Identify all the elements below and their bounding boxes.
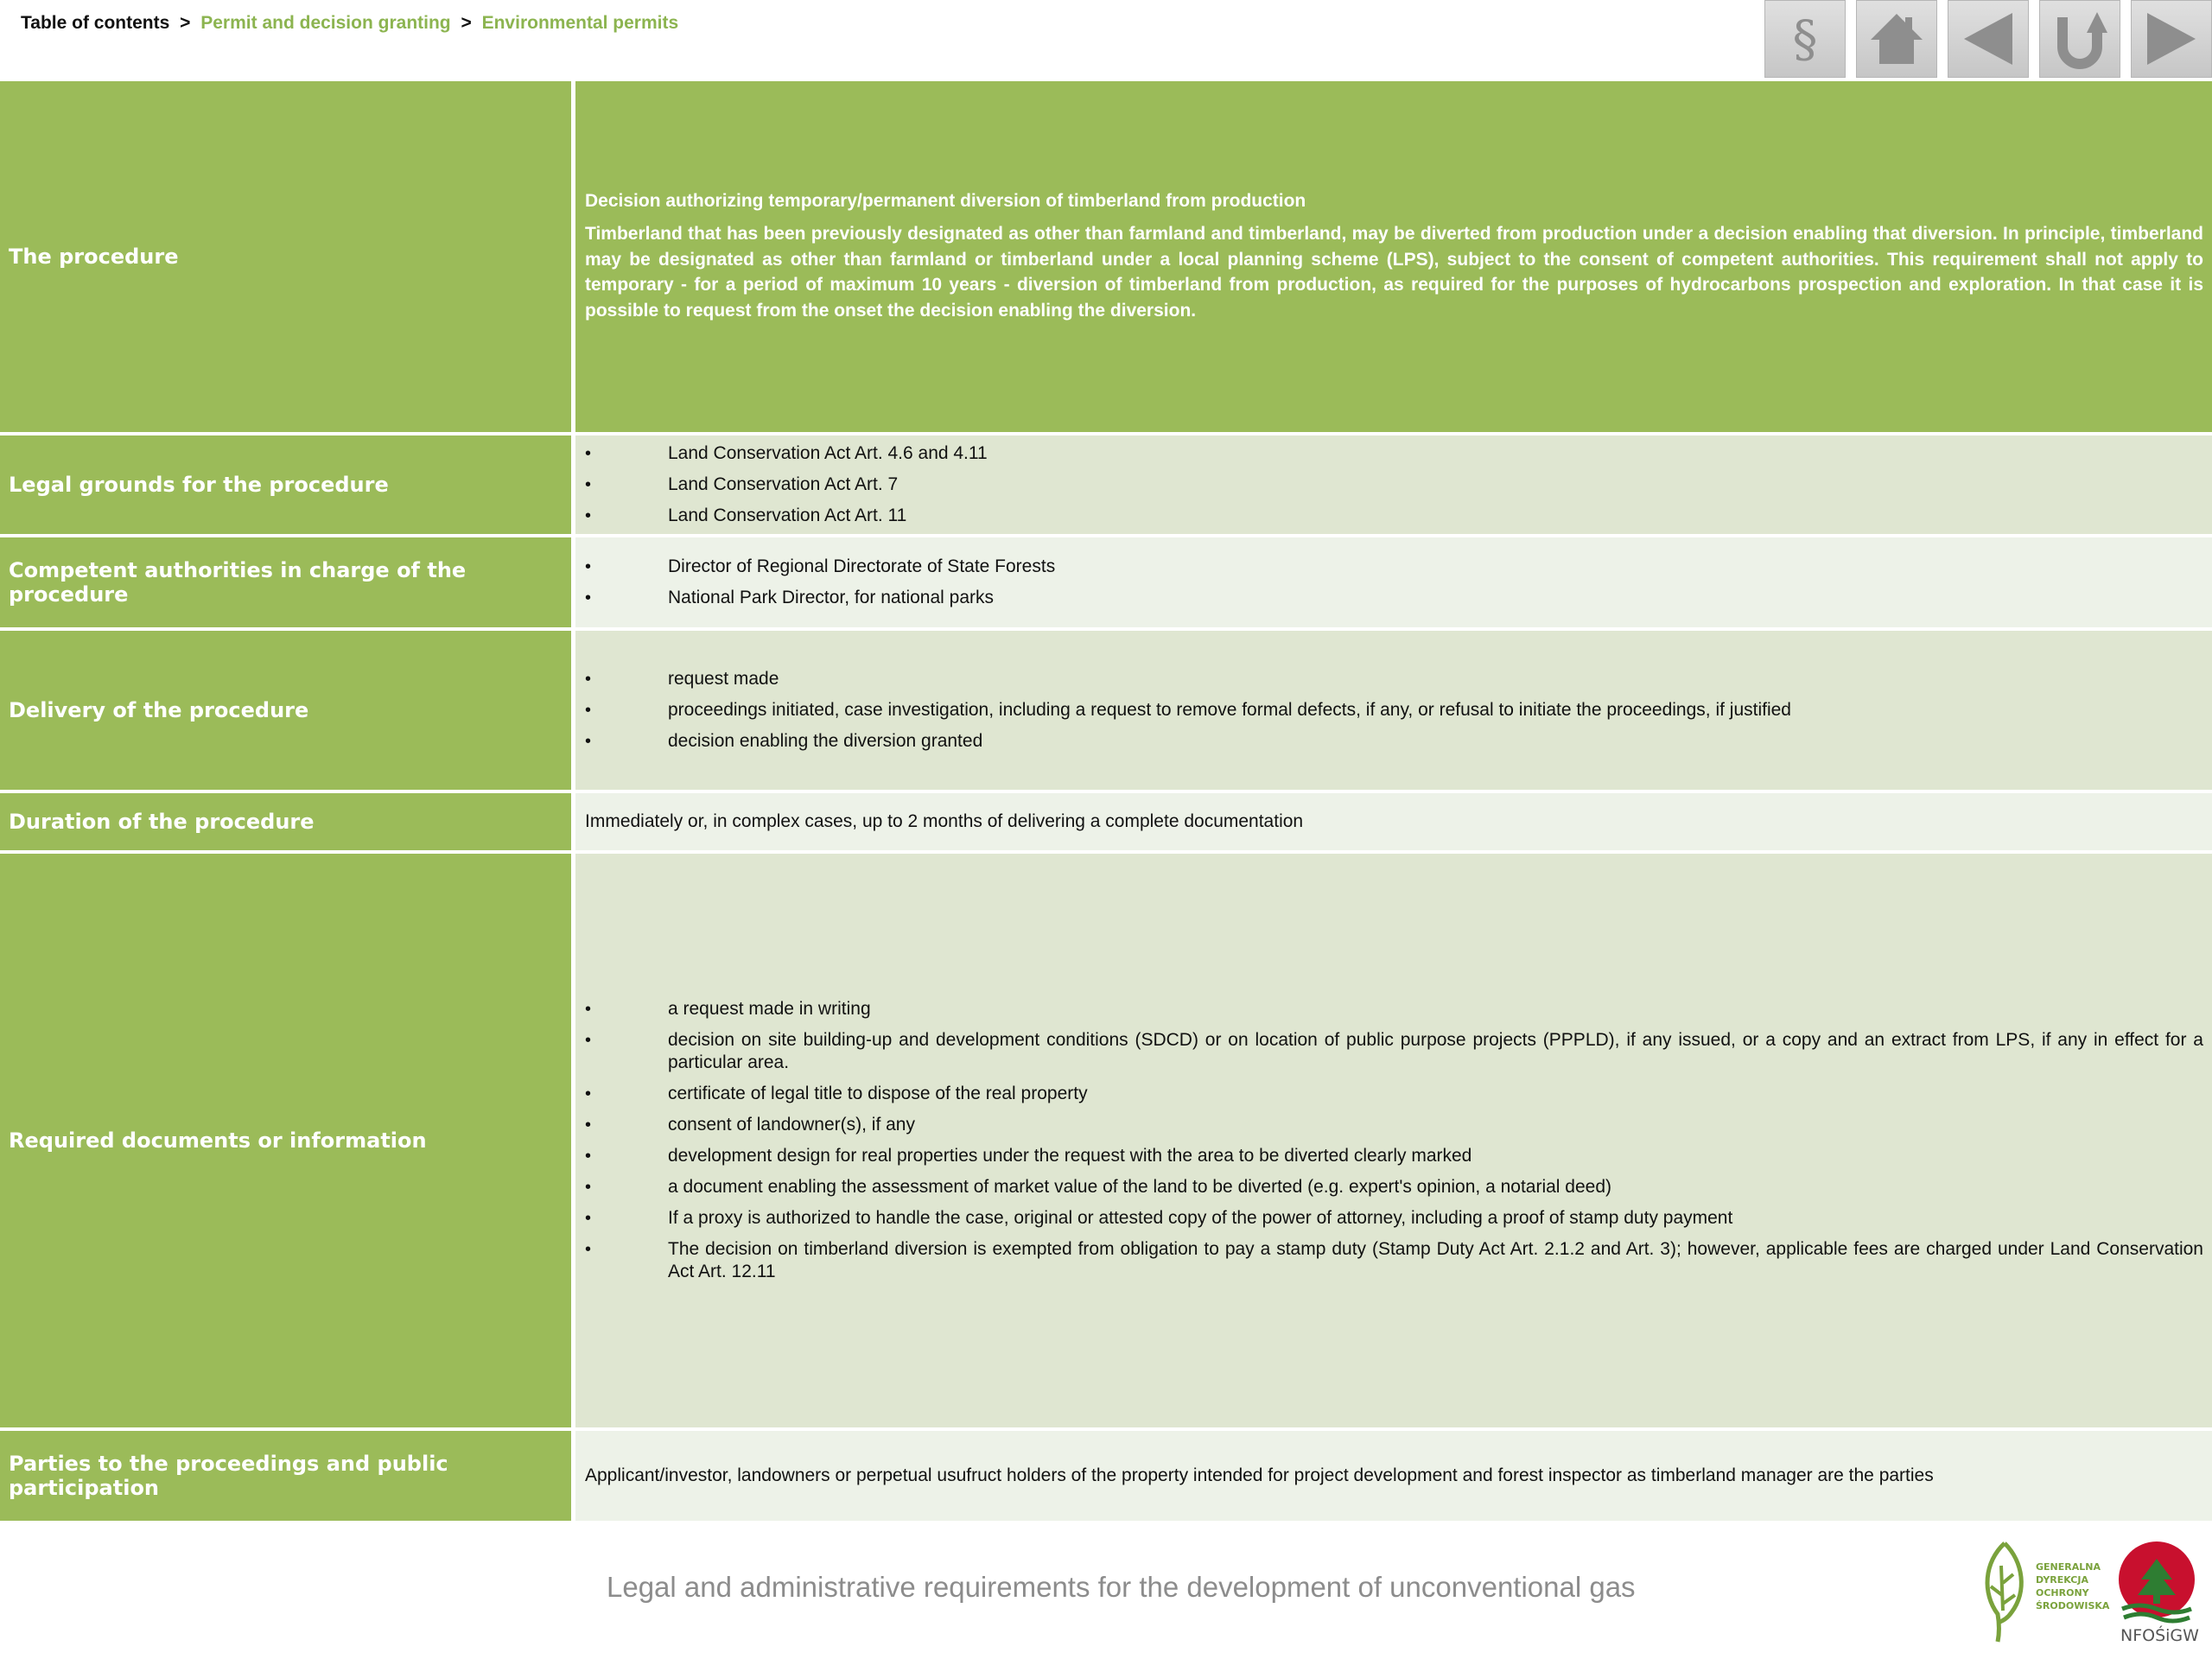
parties-text: Applicant/investor, landowners or perpetual usufruct holders of the property intended for project development and forest inspector as timberland manager are the parties [575, 1431, 2212, 1521]
procedure-text: Timberland that has been previously designated as other than farmland and timberland, may be diverted from production under a decision enabling that diversion. In principle, timberland may be designated as other than farmland or timberland under a local planning scheme (LPS), subject to the consent of competent authorities. This requirement shall not apply to temporary - for a period of maximum 10 years - diversion of timberland from production, as required for the purposes of hydrocarbons prospection and exploration. In that case it is possible to request from the onset the decision enabling the diversion. [585, 224, 2203, 321]
authorities-list [585, 556, 2203, 609]
home-icon [1869, 12, 1924, 66]
list-item: • If a proxy is authorized to handle the case, original or attested copy of the power of attorney, including a proof of stamp duty payment [585, 1207, 2203, 1230]
list-item: • Land Conservation Act Art. 7 [585, 474, 2203, 496]
authorities-cell [575, 537, 2212, 627]
table-row-authorities [0, 537, 2212, 627]
nfosigw-logo-text: NFOŚiGW [2120, 1626, 2199, 1645]
u-turn-icon [2052, 9, 2107, 69]
row-label: Competent authorities in charge of the procedure [0, 537, 575, 627]
return-button[interactable] [2039, 0, 2120, 78]
back-button[interactable] [1948, 0, 2029, 78]
nfosigw-emblem-icon [2115, 1540, 2198, 1626]
list-item: • development design for real properties under the request with the area to be diverted clearly marked [585, 1145, 2203, 1167]
list-item: • Land Conservation Act Art. 4.6 and 4.11 [585, 442, 2203, 465]
duration-text: Immediately or, in complex cases, up to 2 months of delivering a complete documentation [575, 793, 2212, 850]
row-label: Parties to the proceedings and public participation [0, 1431, 575, 1521]
breadcrumb-item-environmental[interactable]: Environmental permits [481, 13, 679, 33]
triangle-left-icon [1962, 11, 2014, 67]
legal-grounds-cell [575, 435, 2212, 534]
logo-text-line: GENERALNA [2036, 1561, 2101, 1573]
procedure-table [0, 78, 2212, 1524]
breadcrumb-root[interactable]: Table of contents [21, 13, 170, 33]
table-row-delivery [0, 631, 2212, 790]
logo-text-line: OCHRONY [2036, 1587, 2089, 1599]
table-row-documents [0, 854, 2212, 1427]
home-button[interactable] [1856, 0, 1937, 78]
list-item: • certificate of legal title to dispose of the real property [585, 1083, 2203, 1105]
breadcrumb-separator: > [180, 13, 191, 33]
leaf-icon [1979, 1540, 2031, 1643]
breadcrumb-item-permits[interactable]: Permit and decision granting [200, 13, 451, 33]
paragraph-icon: § [1792, 10, 1818, 68]
list-item: • National Park Director, for national parks [585, 587, 2203, 609]
logo-text-line: DYREKCJA [2036, 1574, 2088, 1586]
documents-cell [575, 854, 2212, 1427]
row-label: Duration of the procedure [0, 793, 575, 850]
delivery-cell [575, 631, 2212, 790]
procedure-title: Decision authorizing temporary/permanent diversion of timberland from production [585, 191, 1306, 211]
list-item: • request made [585, 668, 2203, 690]
row-label: The procedure [0, 81, 575, 432]
list-item: • The decision on timberland diversion is exempted from obligation to pay a stamp duty (Stamp Duty Act Art. 2.1.2 and Art. 3); however, applicable fees are charged under Land Conservation Act Art. 12.11 [585, 1238, 2203, 1283]
documents-list [585, 998, 2203, 1283]
table-row-duration [0, 793, 2212, 850]
delivery-list [585, 668, 2203, 753]
list-item: • a request made in writing [585, 998, 2203, 1020]
row-label: Delivery of the procedure [0, 631, 575, 790]
paragraph-button[interactable] [1764, 0, 1846, 78]
footer-title: Legal and administrative requirements for the development of unconventional gas [607, 1571, 1636, 1603]
breadcrumb-separator: > [461, 13, 472, 33]
forward-button[interactable] [2131, 0, 2212, 78]
list-item: • Land Conservation Act Art. 11 [585, 505, 2203, 527]
list-item: • decision on site building-up and development conditions (SDCD) or on location of public purpose projects (PPPLD), if any issued, or a copy and an extract from LPS, if any in effect for a particular area. [585, 1029, 2203, 1074]
procedure-description [575, 81, 2212, 432]
table-row-legal-grounds [0, 435, 2212, 534]
gdos-logo [1979, 1540, 2110, 1643]
logo-text-line: ŚRODOWISKA [2036, 1600, 2110, 1611]
list-item: • decision enabling the diversion granted [585, 730, 2203, 753]
list-item: • proceedings initiated, case investigation, including a request to remove formal defects, if any, or refusal to initiate the proceedings, if justified [585, 699, 2203, 721]
nfosigw-logo [2115, 1540, 2198, 1647]
list-item: • Director of Regional Directorate of State Forests [585, 556, 2203, 578]
breadcrumb [21, 10, 678, 36]
table-row-procedure [0, 81, 2212, 432]
row-label: Legal grounds for the procedure [0, 435, 575, 534]
legal-grounds-list [585, 442, 2203, 527]
list-item: • consent of landowner(s), if any [585, 1114, 2203, 1136]
row-label: Required documents or information [0, 854, 575, 1427]
list-item: • a document enabling the assessment of market value of the land to be diverted (e.g. expert's opinion, a notarial deed) [585, 1176, 2203, 1198]
triangle-right-icon [2145, 11, 2197, 67]
table-row-parties [0, 1431, 2212, 1521]
